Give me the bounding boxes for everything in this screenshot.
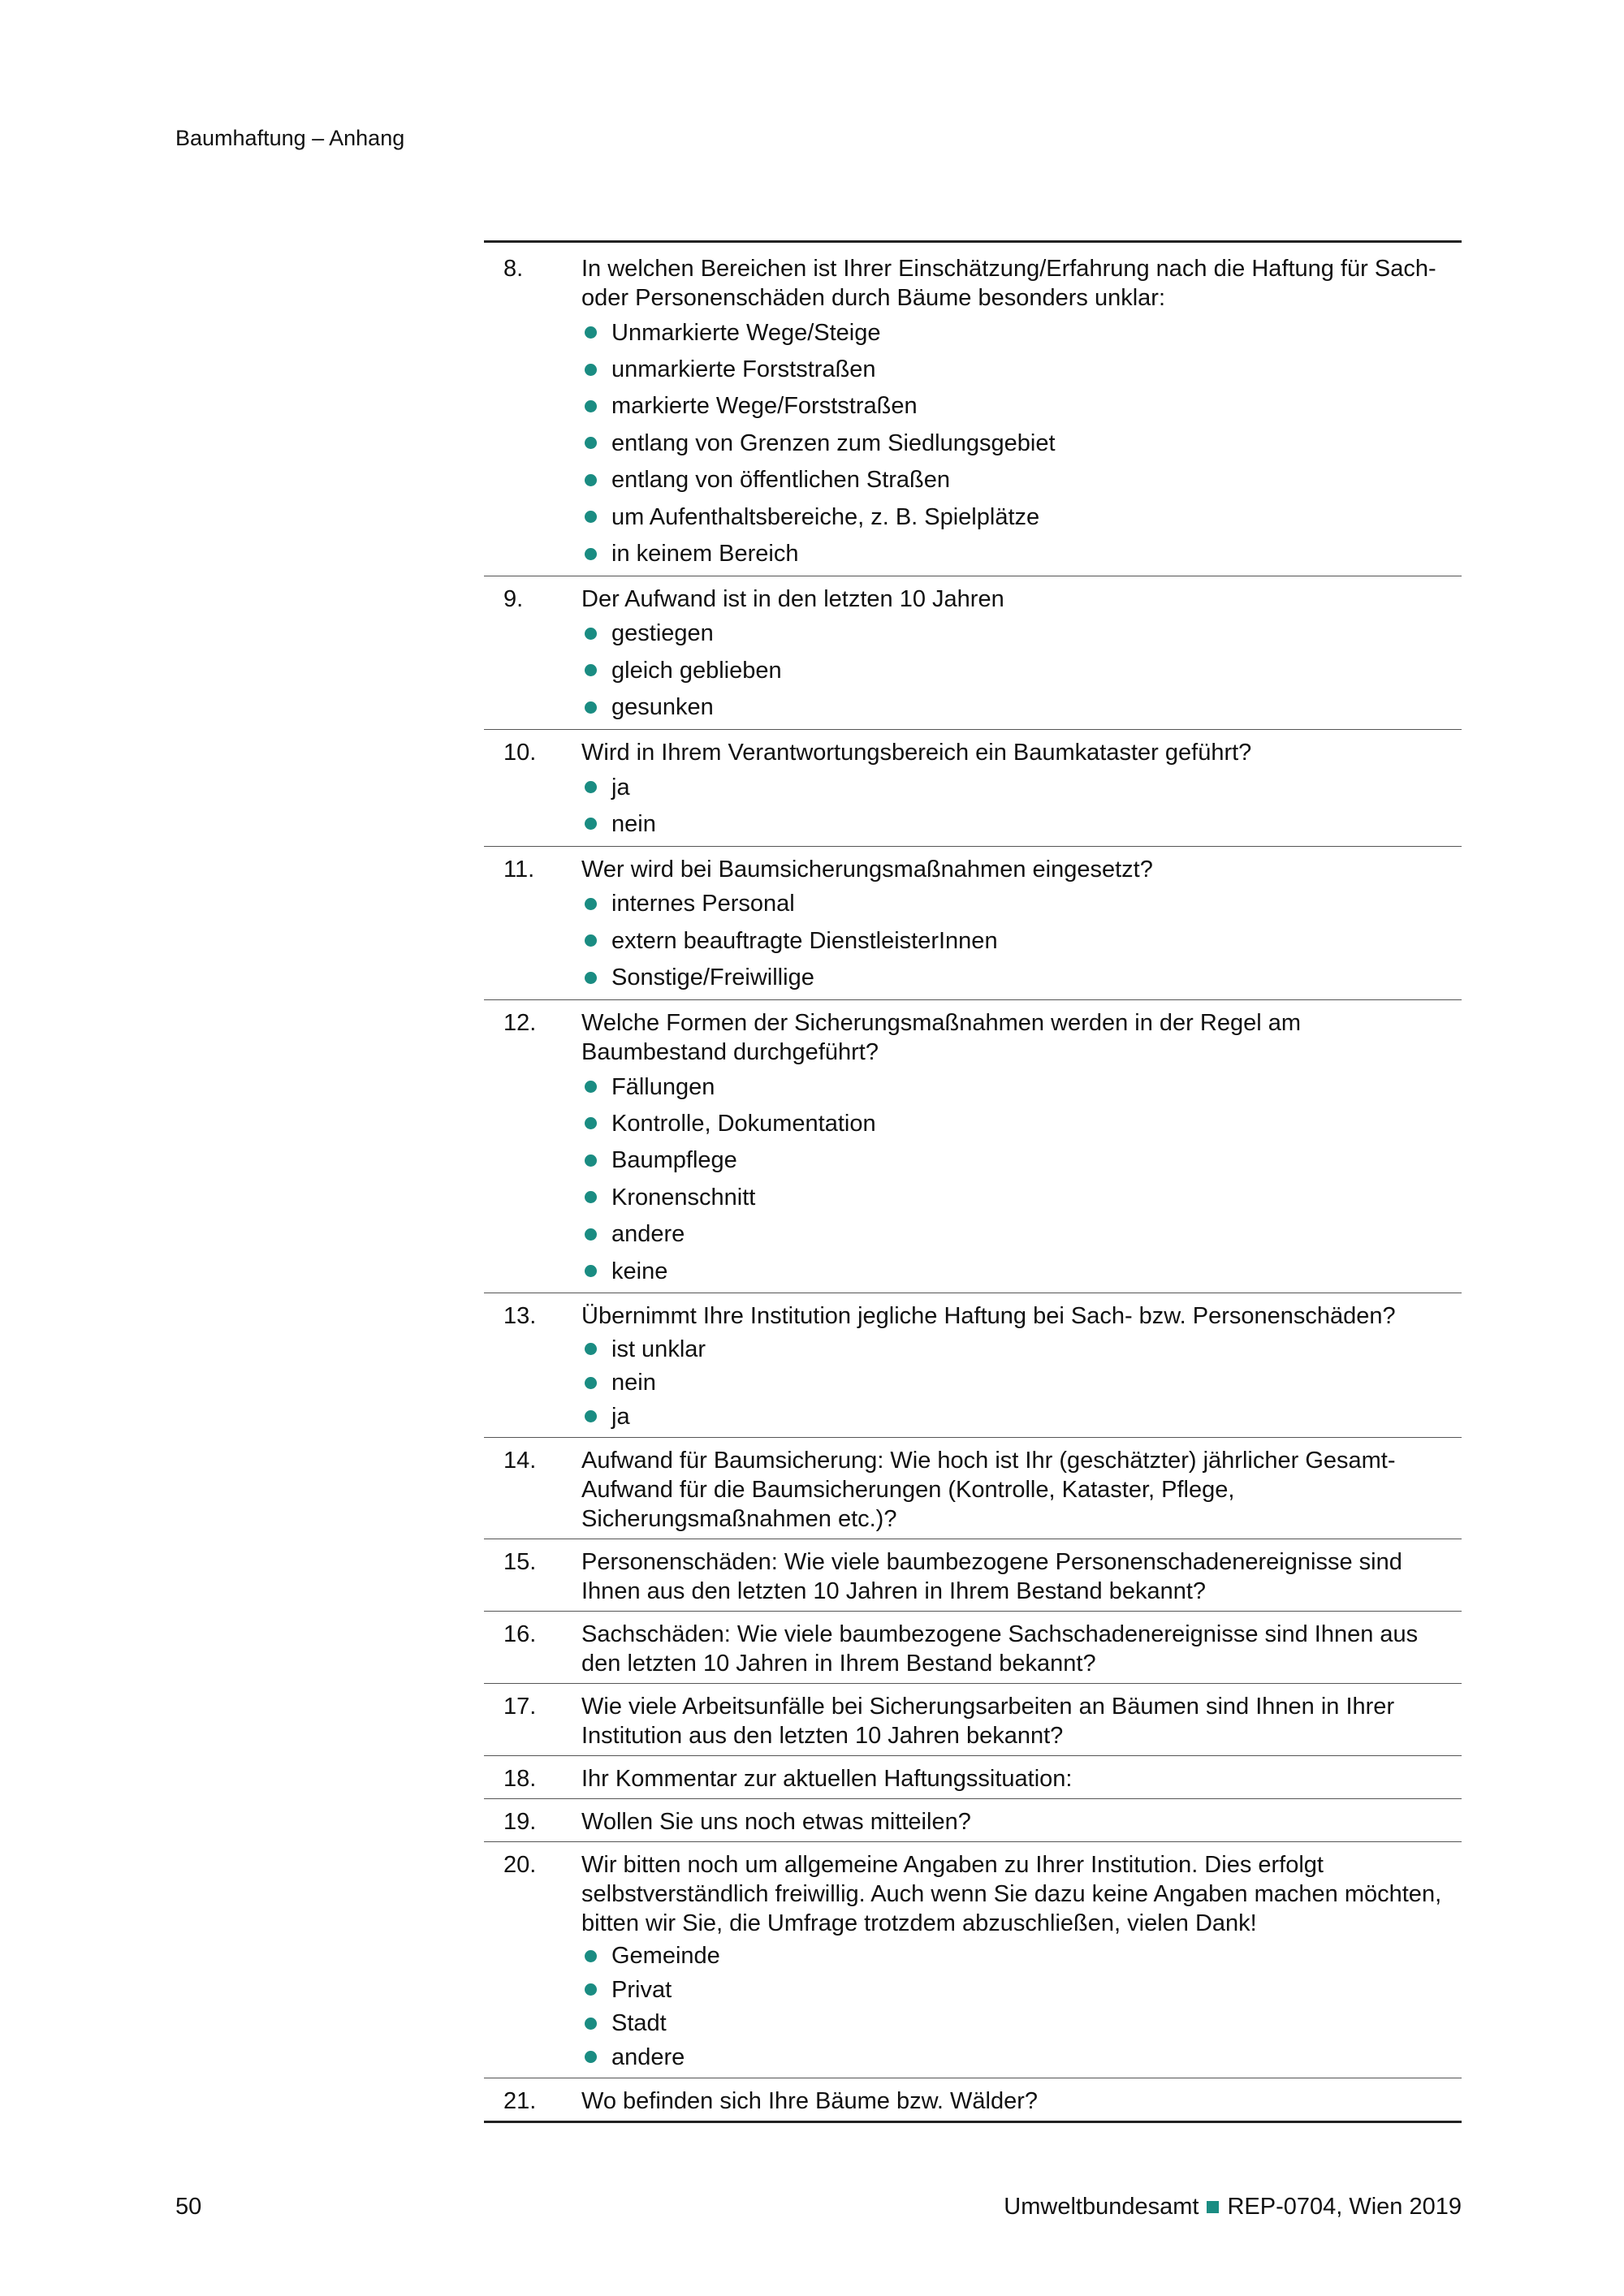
question-row bbox=[484, 2078, 1462, 2121]
bullet-dot-icon bbox=[585, 2018, 597, 2030]
question-number: 21. bbox=[503, 2087, 537, 2114]
answer-option bbox=[581, 388, 1445, 425]
question-row bbox=[484, 243, 1462, 576]
question-row bbox=[484, 1611, 1462, 1683]
answer-options bbox=[581, 1332, 1445, 1434]
answer-option bbox=[581, 1105, 1445, 1142]
question-number: 15. bbox=[503, 1548, 537, 1575]
answer-option-label: nein bbox=[611, 810, 656, 837]
answer-option bbox=[581, 2040, 1445, 2074]
answer-option-label: in keinem Bereich bbox=[611, 541, 799, 568]
answer-option-label: entlang von Grenzen zum Siedlungsgebiet bbox=[611, 429, 1056, 456]
question-row bbox=[484, 1683, 1462, 1755]
question-body bbox=[581, 738, 1462, 843]
bullet-dot-icon bbox=[585, 1191, 597, 1203]
question-text: Sachschäden: Wie viele baumbezogene Sachschadenereignisse sind Ihnen aus den letzten 10 Jahren in Ihrem Bestand bekannt? bbox=[581, 1621, 1419, 1677]
answer-option-label: Fällungen bbox=[611, 1073, 715, 1100]
question-text: Wer wird bei Baumsicherungsmaßnahmen eingesetzt? bbox=[581, 856, 1153, 883]
question-text: Wo befinden sich Ihre Bäume bzw. Wälder? bbox=[581, 2087, 1039, 2114]
answer-option bbox=[581, 652, 1445, 688]
answer-options bbox=[581, 1940, 1445, 2074]
answer-option bbox=[581, 769, 1445, 805]
answer-option bbox=[581, 1215, 1445, 1252]
answer-option-label: nein bbox=[611, 1370, 656, 1396]
question-text: Wie viele Arbeitsunfälle bei Sicherungsarbeiten an Bäumen sind Ihnen in Ihrer Institution aus den letzten 10 Jahren bekannt? bbox=[581, 1693, 1395, 1749]
question-number: 8. bbox=[503, 256, 524, 282]
question-text: In welchen Bereichen ist Ihrer Einschätzung/Erfahrung nach die Haftung für Sach- oder Personenschäden durch Bäume besonders unklar: bbox=[581, 256, 1436, 311]
bullet-dot-icon bbox=[585, 701, 597, 714]
bullet-dot-icon bbox=[585, 437, 597, 449]
answer-option bbox=[581, 689, 1445, 726]
answer-option-label: Kontrolle, Dokumentation bbox=[611, 1110, 876, 1137]
question-body bbox=[581, 1620, 1462, 1680]
question-body bbox=[581, 1301, 1462, 1434]
answer-option bbox=[581, 1142, 1445, 1179]
answer-option bbox=[581, 535, 1445, 572]
answer-option-label: ja bbox=[611, 1403, 630, 1430]
bullet-dot-icon bbox=[585, 1377, 597, 1389]
bullet-dot-icon bbox=[585, 972, 597, 984]
bullet-dot-icon bbox=[585, 1410, 597, 1422]
question-body bbox=[581, 1850, 1462, 2074]
bullet-dot-icon bbox=[585, 934, 597, 947]
answer-option-label: gestiegen bbox=[611, 620, 714, 647]
answer-option-label: Unmarkierte Wege/Steige bbox=[611, 319, 881, 346]
question-row bbox=[484, 999, 1462, 1293]
answer-option-label: gleich geblieben bbox=[611, 657, 782, 684]
bullet-dot-icon bbox=[585, 1950, 597, 1962]
question-text: Personenschäden: Wie viele baumbezogene Personenschadenereignisse sind Ihnen aus den letzten 10 Jahren in Ihrem Bestand bekannt? bbox=[581, 1548, 1402, 1604]
bullet-dot-icon bbox=[585, 664, 597, 676]
answer-option-label: Privat bbox=[611, 1976, 672, 2003]
answer-option bbox=[581, 2007, 1445, 2041]
page-number: 50 bbox=[175, 2194, 202, 2220]
answer-option bbox=[581, 1366, 1445, 1400]
question-number: 14. bbox=[503, 1447, 537, 1474]
question-row bbox=[484, 1437, 1462, 1539]
question-text: Aufwand für Baumsicherung: Wie hoch ist Ihr (geschätzter) jährlicher Gesamt-Aufwand für die Baumsicherungen (Kontrolle, Kataster, Pflege, Sicherungsmaßnahmen etc.)? bbox=[581, 1447, 1396, 1532]
bullet-dot-icon bbox=[585, 364, 597, 376]
question-number: 18. bbox=[503, 1765, 537, 1792]
question-body bbox=[581, 1764, 1462, 1795]
question-number: 16. bbox=[503, 1621, 537, 1647]
bullet-dot-icon bbox=[585, 400, 597, 412]
question-text: Wird in Ihrem Verantwortungsbereich ein Baumkataster geführt? bbox=[581, 739, 1252, 766]
bullet-dot-icon bbox=[585, 326, 597, 339]
bullet-dot-icon bbox=[585, 818, 597, 830]
question-number: 19. bbox=[503, 1808, 537, 1835]
answer-option bbox=[581, 425, 1445, 461]
question-text: Welche Formen der Sicherungsmaßnahmen werden in der Regel am Baumbestand durchgeführt? bbox=[581, 1009, 1302, 1065]
questionnaire-table bbox=[484, 240, 1462, 2123]
question-number: 13. bbox=[503, 1303, 537, 1330]
bullet-dot-icon bbox=[585, 511, 597, 523]
bullet-dot-icon bbox=[585, 1117, 597, 1129]
answer-options bbox=[581, 1068, 1445, 1289]
bullet-dot-icon bbox=[585, 628, 597, 640]
answer-option bbox=[581, 886, 1445, 922]
bullet-dot-icon bbox=[585, 1154, 597, 1167]
answer-option-label: entlang von öffentlichen Straßen bbox=[611, 467, 951, 494]
question-row bbox=[484, 1293, 1462, 1437]
question-body bbox=[581, 254, 1462, 572]
bullet-dot-icon bbox=[585, 1983, 597, 1996]
question-row bbox=[484, 1755, 1462, 1798]
answer-option bbox=[581, 1400, 1445, 1434]
answer-option-label: Baumpflege bbox=[611, 1147, 737, 1174]
bullet-dot-icon bbox=[585, 1343, 597, 1355]
answer-option bbox=[581, 805, 1445, 842]
answer-option-label: extern beauftragte DienstleisterInnen bbox=[611, 927, 998, 954]
answer-options bbox=[581, 886, 1445, 996]
bullet-dot-icon bbox=[585, 781, 597, 793]
report-id: REP-0704, Wien 2019 bbox=[1227, 2194, 1462, 2220]
square-bullet-icon bbox=[1207, 2201, 1219, 2213]
question-text: Wir bitten noch um allgemeine Angaben zu Ihrer Institution. Dies erfolgt selbstverständlich freiwillig. Auch wenn Sie dazu keine Angaben machen möchten, bitten wir Sie, die Umfrage trotzdem abzuschließen, vielen Dank! bbox=[581, 1851, 1442, 1936]
question-body bbox=[581, 1446, 1462, 1535]
answer-option-label: ja bbox=[611, 774, 630, 801]
answer-option-label: gesunken bbox=[611, 694, 714, 721]
bullet-dot-icon bbox=[585, 1228, 597, 1241]
answer-option-label: keine bbox=[611, 1258, 668, 1284]
bullet-dot-icon bbox=[585, 898, 597, 910]
answer-option-label: internes Personal bbox=[611, 891, 795, 917]
question-body bbox=[581, 855, 1462, 996]
question-number: 12. bbox=[503, 1009, 537, 1036]
answer-option bbox=[581, 462, 1445, 498]
answer-option bbox=[581, 314, 1445, 351]
question-number: 10. bbox=[503, 739, 537, 766]
question-number: 11. bbox=[503, 856, 535, 883]
question-body bbox=[581, 1008, 1462, 1289]
answer-options bbox=[581, 314, 1445, 572]
answer-option bbox=[581, 1332, 1445, 1366]
question-row bbox=[484, 576, 1462, 729]
question-row bbox=[484, 846, 1462, 999]
question-body bbox=[581, 585, 1462, 726]
question-body bbox=[581, 1547, 1462, 1608]
answer-option-label: andere bbox=[611, 1221, 685, 1248]
bullet-dot-icon bbox=[585, 548, 597, 560]
answer-option-label: Stadt bbox=[611, 2010, 667, 2037]
running-header: Baumhaftung – Anhang bbox=[175, 126, 405, 150]
answer-option bbox=[581, 1179, 1445, 1215]
answer-option-label: Sonstige/Freiwillige bbox=[611, 965, 814, 991]
answer-option bbox=[581, 615, 1445, 652]
answer-option bbox=[581, 498, 1445, 535]
answer-option bbox=[581, 1973, 1445, 2007]
answer-option-label: Kronenschnitt bbox=[611, 1184, 756, 1211]
question-text: Wollen Sie uns noch etwas mitteilen? bbox=[581, 1808, 971, 1835]
bullet-dot-icon bbox=[585, 1081, 597, 1093]
answer-option-label: Gemeinde bbox=[611, 1943, 720, 1970]
answer-option-label: um Aufenthaltsbereiche, z. B. Spielplätze bbox=[611, 503, 1040, 530]
question-number: 9. bbox=[503, 585, 524, 612]
question-row bbox=[484, 1539, 1462, 1611]
question-number: 17. bbox=[503, 1693, 537, 1720]
answer-option-label: andere bbox=[611, 2044, 685, 2070]
bullet-dot-icon bbox=[585, 2051, 597, 2063]
question-number: 20. bbox=[503, 1851, 537, 1878]
question-row bbox=[484, 729, 1462, 846]
answer-option bbox=[581, 351, 1445, 387]
answer-option-label: markierte Wege/Forststraßen bbox=[611, 393, 918, 420]
question-row bbox=[484, 1798, 1462, 1841]
answer-option bbox=[581, 922, 1445, 959]
answer-option bbox=[581, 1940, 1445, 1974]
bullet-dot-icon bbox=[585, 474, 597, 486]
answer-option-label: ist unklar bbox=[611, 1336, 706, 1362]
publisher-name: Umweltbundesamt bbox=[1004, 2194, 1199, 2220]
question-text: Der Aufwand ist in den letzten 10 Jahren bbox=[581, 585, 1004, 612]
question-body bbox=[581, 1692, 1462, 1752]
footer-source bbox=[1004, 2192, 1462, 2221]
question-row bbox=[484, 1841, 1462, 2078]
question-body bbox=[581, 2087, 1462, 2117]
question-text: Übernimmt Ihre Institution jegliche Haftung bei Sach- bzw. Personenschäden? bbox=[581, 1303, 1396, 1330]
question-text: Ihr Kommentar zur aktuellen Haftungssituation: bbox=[581, 1765, 1073, 1792]
answer-option bbox=[581, 959, 1445, 995]
answer-options bbox=[581, 769, 1445, 843]
answer-option bbox=[581, 1068, 1445, 1105]
answer-option bbox=[581, 1253, 1445, 1289]
question-body bbox=[581, 1807, 1462, 1838]
bullet-dot-icon bbox=[585, 1265, 597, 1277]
answer-option-label: unmarkierte Forststraßen bbox=[611, 356, 876, 383]
answer-options bbox=[581, 615, 1445, 726]
